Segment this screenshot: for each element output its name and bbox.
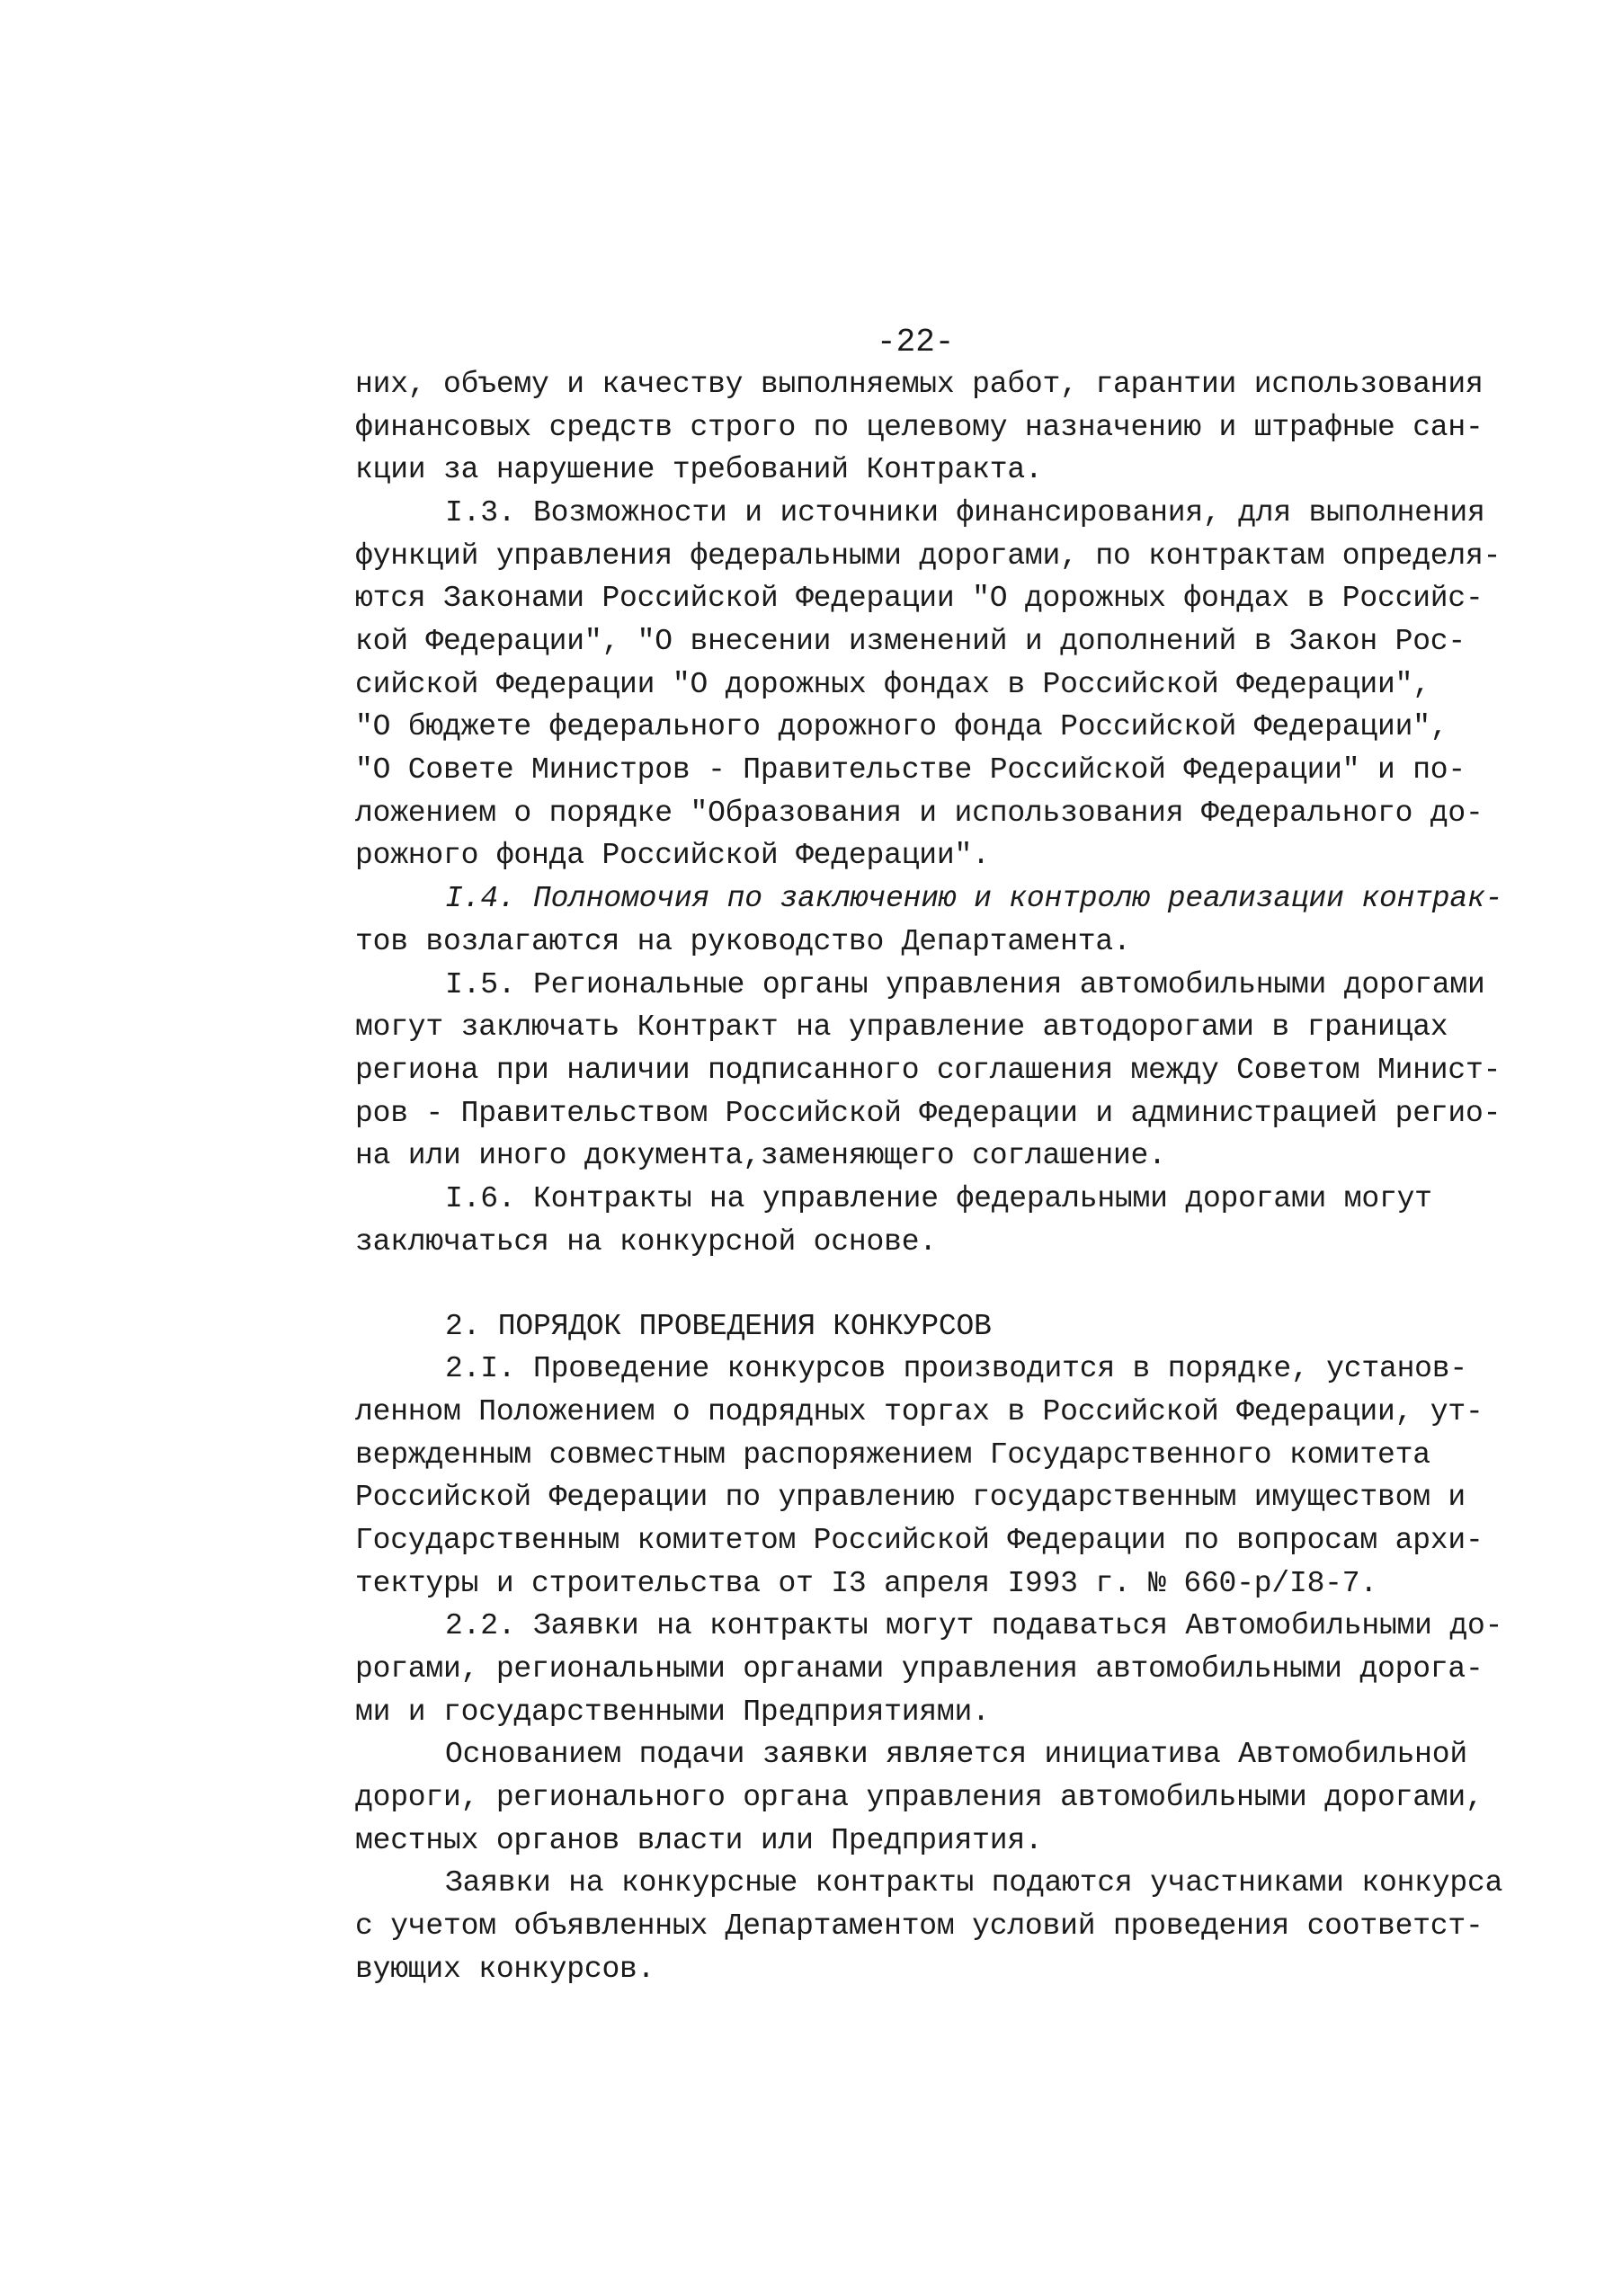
text-line: могут заключать Контракт на управление автодорогами в границах bbox=[355, 1010, 1448, 1044]
text-line: рогами, региональными органами управления автомобильными дорога- bbox=[355, 1652, 1484, 1686]
text-line: сийской Федерации "О дорожных фондах в Российской Федерации", bbox=[355, 668, 1430, 701]
text-line: Заявки на конкурсные контракты подаются участниками конкурса bbox=[445, 1866, 1503, 1900]
text-line: заключаться на конкурсной основе. bbox=[355, 1225, 937, 1259]
text-line: ми и государственными Предприятиями. bbox=[355, 1695, 990, 1729]
text-line: I.4. Полномочия по заключению и контролю реализации контрак- bbox=[445, 882, 1503, 915]
text-line: I.6. Контракты на управление федеральными дорогами могут bbox=[445, 1182, 1432, 1215]
text-line: региона при наличии подписанного соглашения между Советом Минист- bbox=[355, 1054, 1502, 1087]
text-line: I.3. Возможности и источники финансирования, для выполнения bbox=[445, 496, 1485, 530]
text-line: ленном Положением о подрядных торгах в Российской Федерации, ут- bbox=[355, 1395, 1484, 1428]
text-line: I.5. Региональные органы управления автомобильными дорогами bbox=[445, 968, 1485, 1001]
text-line: ров - Правительством Российской Федерации и администрацией регио- bbox=[355, 1097, 1502, 1130]
text-line: финансовых средств строго по целевому назначению и штрафные сан- bbox=[355, 411, 1484, 444]
text-line: с учетом объявленных Департаментом условий проведения соответст- bbox=[355, 1909, 1484, 1943]
text-line: Основанием подачи заявки является инициатива Автомобильной bbox=[445, 1738, 1467, 1771]
text-line: тектуры и строительства от I3 апреля I993 г. № 660-р/I8-7. bbox=[355, 1567, 1377, 1600]
text-line: Государственным комитетом Российской Федерации по вопросам архи- bbox=[355, 1524, 1484, 1557]
page-number: -22- bbox=[877, 324, 955, 360]
text-line: ются Законами Российской Федерации "О дорожных фондах в Российс- bbox=[355, 582, 1484, 615]
text-line: функций управления федеральными дорогами, по контрактам определя- bbox=[355, 539, 1502, 573]
text-line: вержденным совместным распоряжением Государственного комитета bbox=[355, 1438, 1430, 1472]
text-line: тов возлагаются на руководство Департамента. bbox=[355, 925, 1131, 958]
text-line: рожного фонда Российской Федерации". bbox=[355, 839, 990, 872]
text-line: "О бюджете федерального дорожного фонда Российской Федерации", bbox=[355, 710, 1448, 743]
text-line: ложением о порядке "Образования и использования Федерального до- bbox=[355, 796, 1484, 830]
text-line: Российской Федерации по управлению государственным имуществом и bbox=[355, 1481, 1466, 1514]
text-line: "О Совете Министров - Правительстве Российской Федерации" и по- bbox=[355, 753, 1466, 787]
text-line: кой Федерации", "О внесении изменений и дополнений в Закон Рос- bbox=[355, 625, 1466, 658]
text-line: 2.I. Проведение конкурсов производится в порядке, установ- bbox=[445, 1352, 1467, 1385]
text-line: кции за нарушение требований Контракта. bbox=[355, 453, 1043, 486]
text-line: них, объему и качеству выполняемых работ, гарантии использования bbox=[355, 368, 1484, 401]
text-line: местных органов власти или Предприятия. bbox=[355, 1824, 1043, 1857]
text-line: дороги, регионального органа управления автомобильными дорогами, bbox=[355, 1781, 1484, 1814]
text-line: на или иного документа,заменяющего соглашение. bbox=[355, 1139, 1166, 1172]
section-heading: 2. ПОРЯДОК ПРОВЕДЕНИЯ КОНКУРСОВ bbox=[445, 1310, 992, 1343]
text-line: вующих конкурсов. bbox=[355, 1953, 655, 1986]
text-line: 2.2. Заявки на контракты могут подаваться Автомобильными до- bbox=[445, 1609, 1503, 1642]
